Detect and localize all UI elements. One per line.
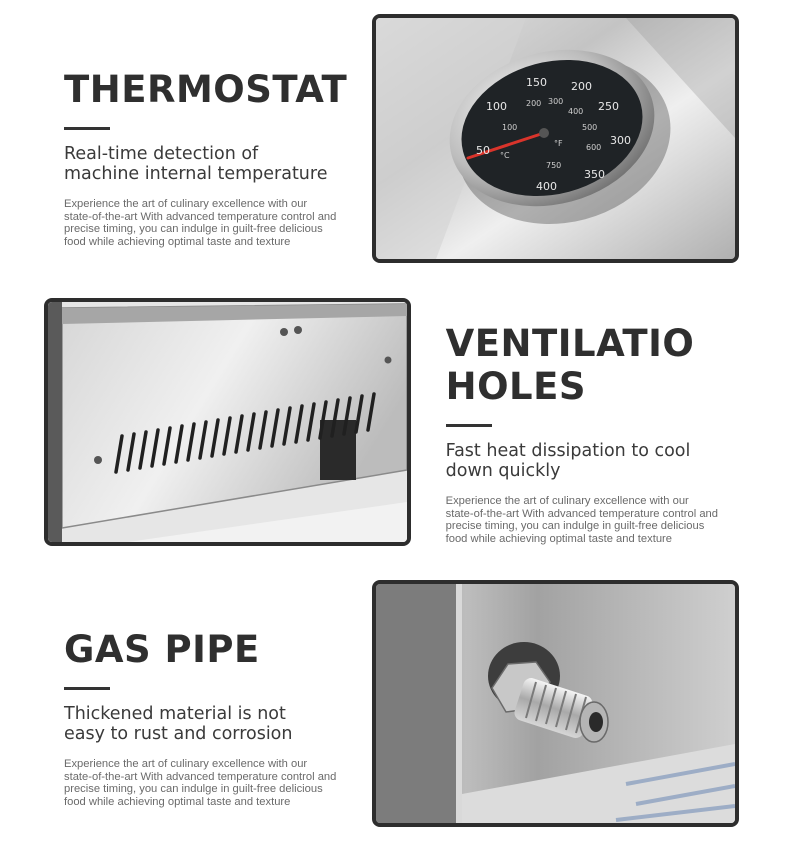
gauge-c-500: 500: [582, 123, 598, 132]
gauge-f-350: 350: [584, 168, 605, 181]
gauge-f-100: 100: [486, 100, 507, 113]
gauge-c-100: 100: [502, 123, 518, 132]
ventilation-subtitle: Fast heat dissipation to cool down quickly: [445, 441, 691, 481]
gauge-f-400: 400: [536, 180, 557, 193]
gauge-c-750: 750: [546, 161, 562, 170]
gauge-f-250: 250: [598, 100, 619, 113]
gauge-f-200: 200: [571, 80, 592, 93]
gauge-f-50: 50: [476, 144, 490, 157]
thermostat-description: Experience the art of culinary excellence with our state-of-the-art With advanced temperature control and precise timing, you can indulge in guilt-free delicious food while achieving optimal taste and texture: [64, 198, 337, 248]
gas-pipe-divider: [64, 687, 110, 690]
gas-pipe-description: Experience the art of culinary excellence with our state-of-the-art With advanced temperature control and precise timing, you can indulge in guilt-free delicious food while achieving optimal taste and texture: [64, 758, 337, 808]
gas-pipe-text-block: [64, 628, 336, 808]
ventilation-title: VENTILATIO HOLES: [445, 322, 695, 408]
ventilation-description: Experience the art of culinary excellence with our state-of-the-art With advanced temperature control and precise timing, you can indulge in guilt-free delicious food while achieving optimal taste and texture: [445, 495, 718, 545]
gauge-c-400: 400: [568, 107, 584, 116]
thermostat-title: THERMOSTAT: [64, 68, 348, 111]
gas-pipe-photo: [372, 580, 739, 827]
gauge-c-600: 600: [586, 143, 602, 152]
thermostat-photo: [372, 14, 739, 263]
ventilation-text-block: [446, 322, 718, 545]
gas-pipe-subtitle: Thickened material is not easy to rust and corrosion: [64, 704, 293, 744]
thermostat-subtitle: Real-time detection of machine internal temperature: [64, 144, 328, 184]
ventilation-divider: [446, 424, 492, 427]
gauge-f-150: 150: [526, 76, 547, 89]
thermostat-divider: [64, 127, 110, 130]
thermostat-text-block: [64, 68, 347, 248]
gauge-unit-f: °F: [554, 139, 563, 148]
gauge-c-200: 200: [526, 99, 542, 108]
gauge-c-300: 300: [548, 97, 564, 106]
gauge-f-300: 300: [610, 134, 631, 147]
ventilation-photo: [44, 298, 411, 546]
gas-pipe-title: GAS PIPE: [64, 628, 260, 671]
gauge-unit-c: °C: [500, 151, 510, 160]
